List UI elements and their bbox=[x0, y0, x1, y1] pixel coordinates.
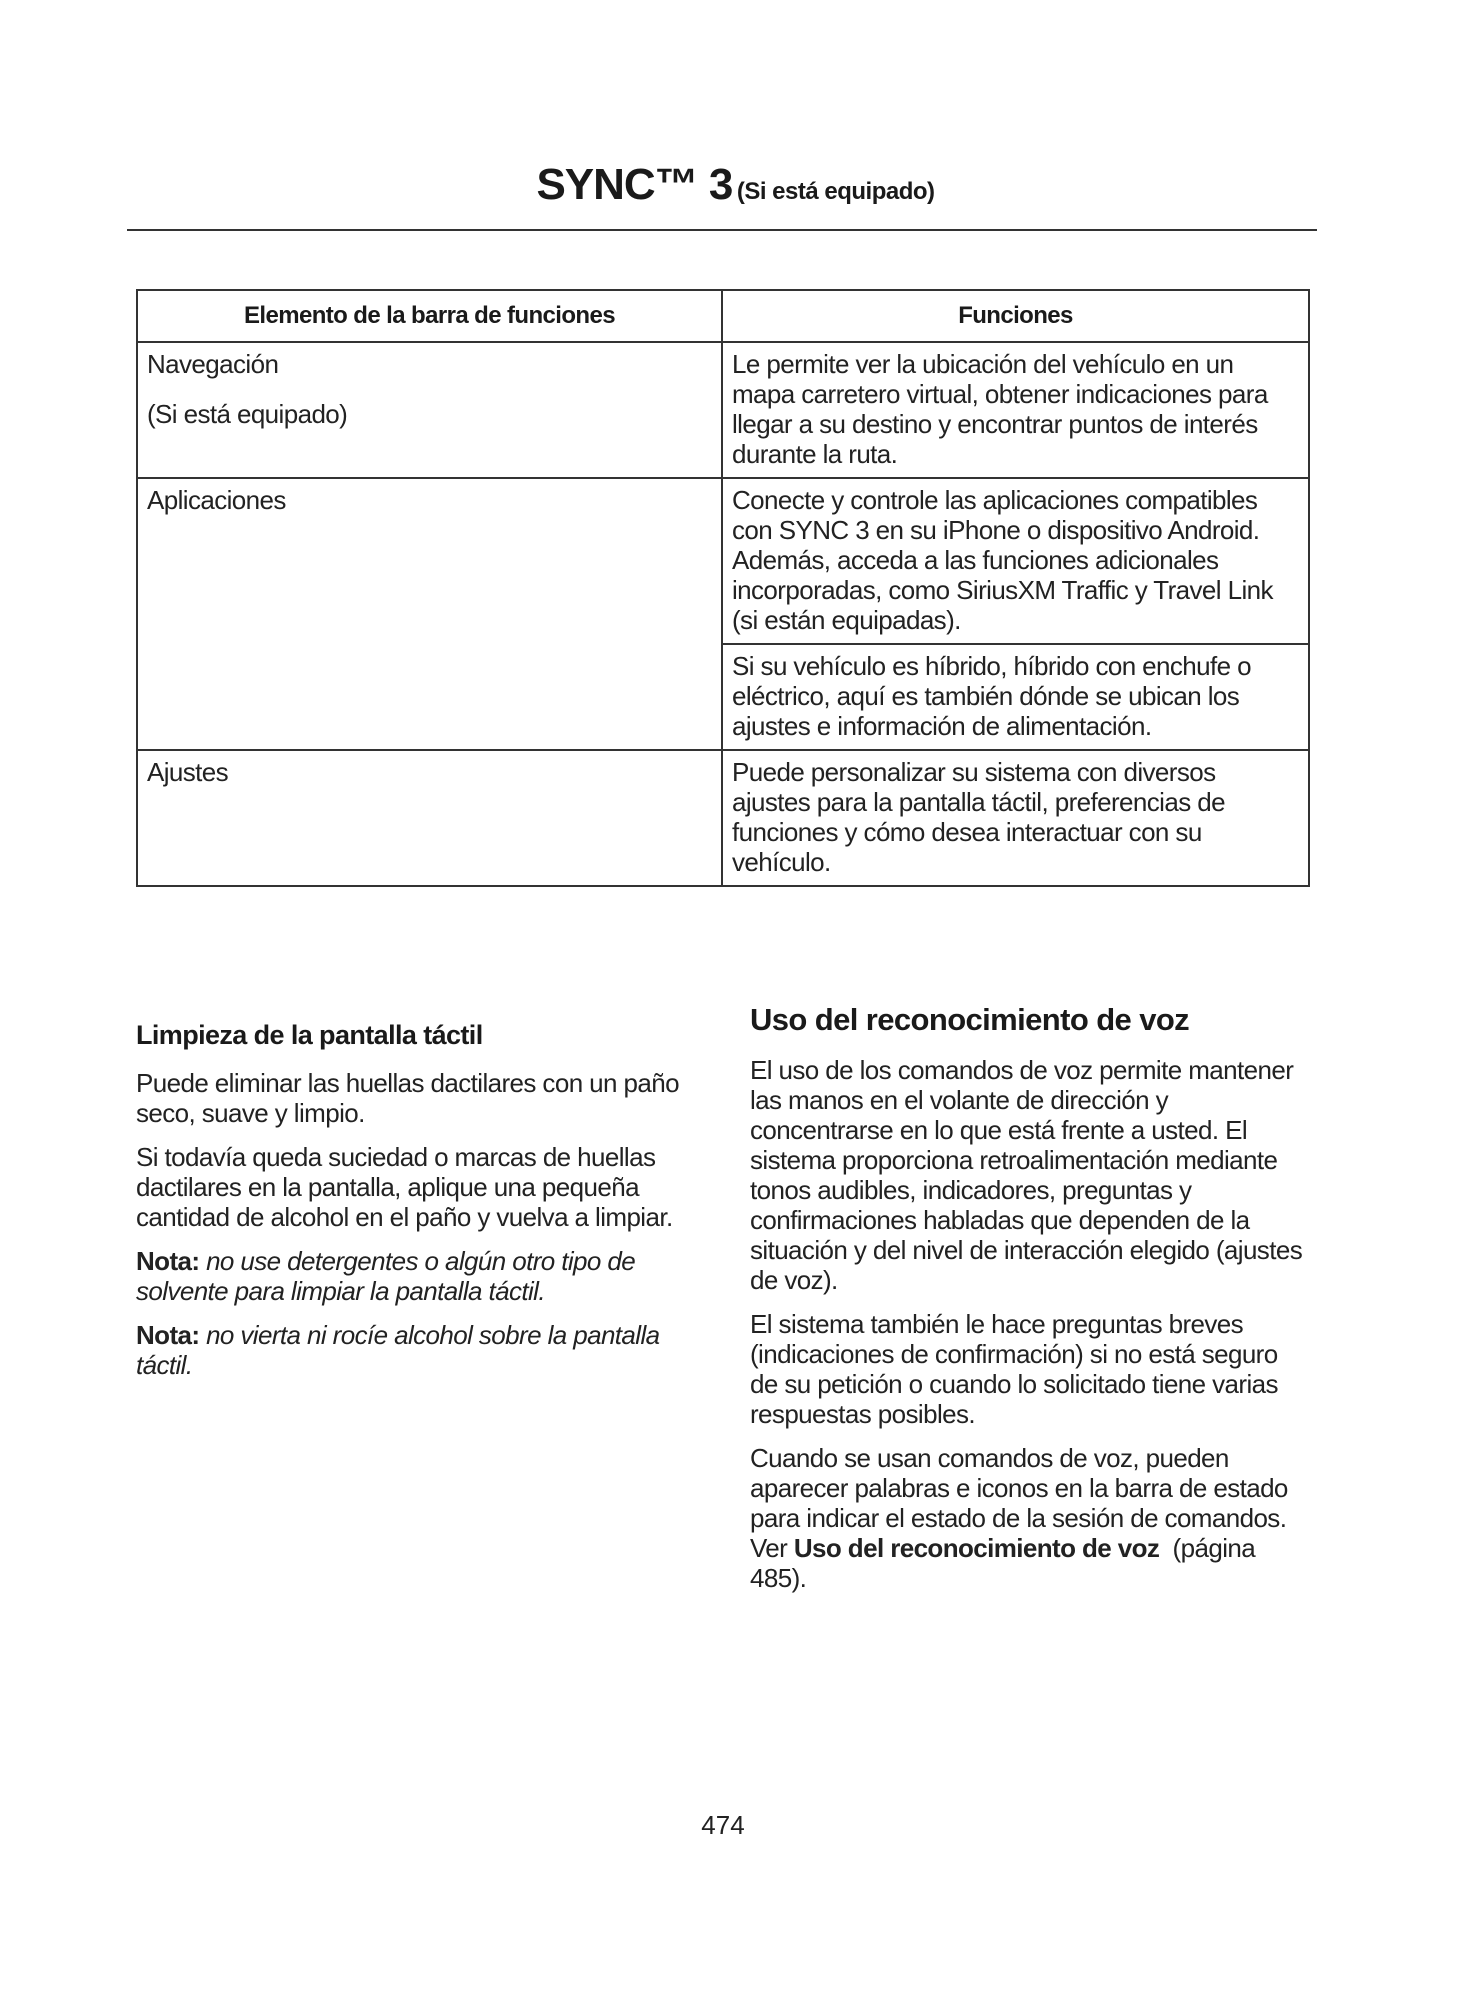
table-row bbox=[137, 342, 1309, 478]
table-row bbox=[137, 478, 1309, 644]
function-text: Puede personalizar su sistema con diversos ajustes para la pantalla táctil, preferencias de funciones y cómo desea interactuar con su vehículo. bbox=[732, 757, 1225, 877]
table-cell-function bbox=[722, 478, 1309, 644]
page-reference: (página 485). bbox=[750, 1533, 1262, 1593]
paragraph: El uso de los comandos de voz permite mantener las manos en el volante de dirección y concentrarse en lo que está frente a usted. El sistema proporciona retroalimentación mediante tonos audibles, indicadores, preguntas y confirmaciones habladas que dependen de la situación y del nivel de interacción elegido (ajustes de voz). bbox=[750, 1055, 1303, 1295]
note-label: Nota: bbox=[136, 1320, 200, 1350]
page-number: 474 bbox=[701, 1810, 745, 1840]
function-text: Conecte y controle las aplicaciones compatibles con SYNC 3 en su iPhone o dispositivo Android. Además, acceda a las funciones adicionales incorporadas, como SiriusXM Traffic y Travel Link (si están equipadas). bbox=[732, 485, 1273, 635]
note-text: no use detergentes o algún otro tipo de solvente para limpiar la pantalla táctil. bbox=[136, 1246, 636, 1306]
table-cell-item bbox=[137, 478, 722, 750]
paragraph: Puede eliminar las huellas dactilares con un paño seco, suave y limpio. bbox=[136, 1068, 679, 1128]
cleaning-section bbox=[136, 1020, 706, 1394]
function-text: Le permite ver la ubicación del vehículo en un mapa carretero virtual, obtener indicaciones para llegar a su destino y encontrar puntos de interés durante la ruta. bbox=[732, 349, 1268, 469]
voice-section bbox=[750, 1002, 1310, 1607]
item-label: Aplicaciones bbox=[147, 485, 286, 515]
table-header-row bbox=[137, 290, 1309, 342]
function-text: Si su vehículo es híbrido, híbrido con enchufe o eléctrico, aquí es también dónde se ubican los ajustes e información de alimentación. bbox=[732, 651, 1251, 741]
paragraph: Si todavía queda suciedad o marcas de huellas dactilares en la pantalla, aplique una pequeña cantidad de alcohol en el paño y vuelva a limpiar. bbox=[136, 1142, 673, 1232]
note bbox=[136, 1320, 706, 1380]
note-text: no vierta ni rocíe alcohol sobre la pantalla táctil. bbox=[136, 1320, 660, 1380]
paragraph: El sistema también le hace preguntas breves (indicaciones de confirmación) si no está seguro de su petición o cuando lo solicitado tiene varias respuestas posibles. bbox=[750, 1309, 1278, 1429]
table-cell-item bbox=[137, 342, 722, 478]
note-label: Nota: bbox=[136, 1246, 200, 1276]
feature-bar-table bbox=[136, 289, 1310, 887]
title-subtitle: (Si está equipado) bbox=[736, 178, 935, 205]
item-label: Ajustes bbox=[147, 757, 229, 787]
table-cell-function bbox=[722, 750, 1309, 886]
table-cell-function bbox=[722, 342, 1309, 478]
item-note: (Si está equipado) bbox=[147, 399, 348, 429]
header-divider bbox=[127, 229, 1317, 231]
note bbox=[136, 1246, 706, 1306]
paragraph bbox=[750, 1443, 1310, 1593]
section-heading: Limpieza de la pantalla táctil bbox=[136, 1020, 483, 1050]
table-row bbox=[137, 750, 1309, 886]
item-label: Navegación bbox=[147, 349, 279, 379]
title-main: SYNC™ 3 bbox=[536, 160, 733, 209]
column-header: Funciones bbox=[722, 290, 1309, 342]
table-cell-function bbox=[722, 644, 1309, 750]
table-cell-item bbox=[137, 750, 722, 886]
section-heading: Uso del reconocimiento de voz bbox=[750, 1002, 1190, 1037]
page-title bbox=[0, 160, 1471, 210]
column-header: Elemento de la barra de funciones bbox=[137, 290, 722, 342]
paragraph-text: Cuando se usan comandos de voz, pueden aparecer palabras e iconos en la barra de estado para indicar el estado de la sesión de comandos. Ver bbox=[750, 1443, 1300, 1563]
cross-reference-link[interactable]: Uso del reconocimiento de voz bbox=[793, 1533, 1160, 1563]
